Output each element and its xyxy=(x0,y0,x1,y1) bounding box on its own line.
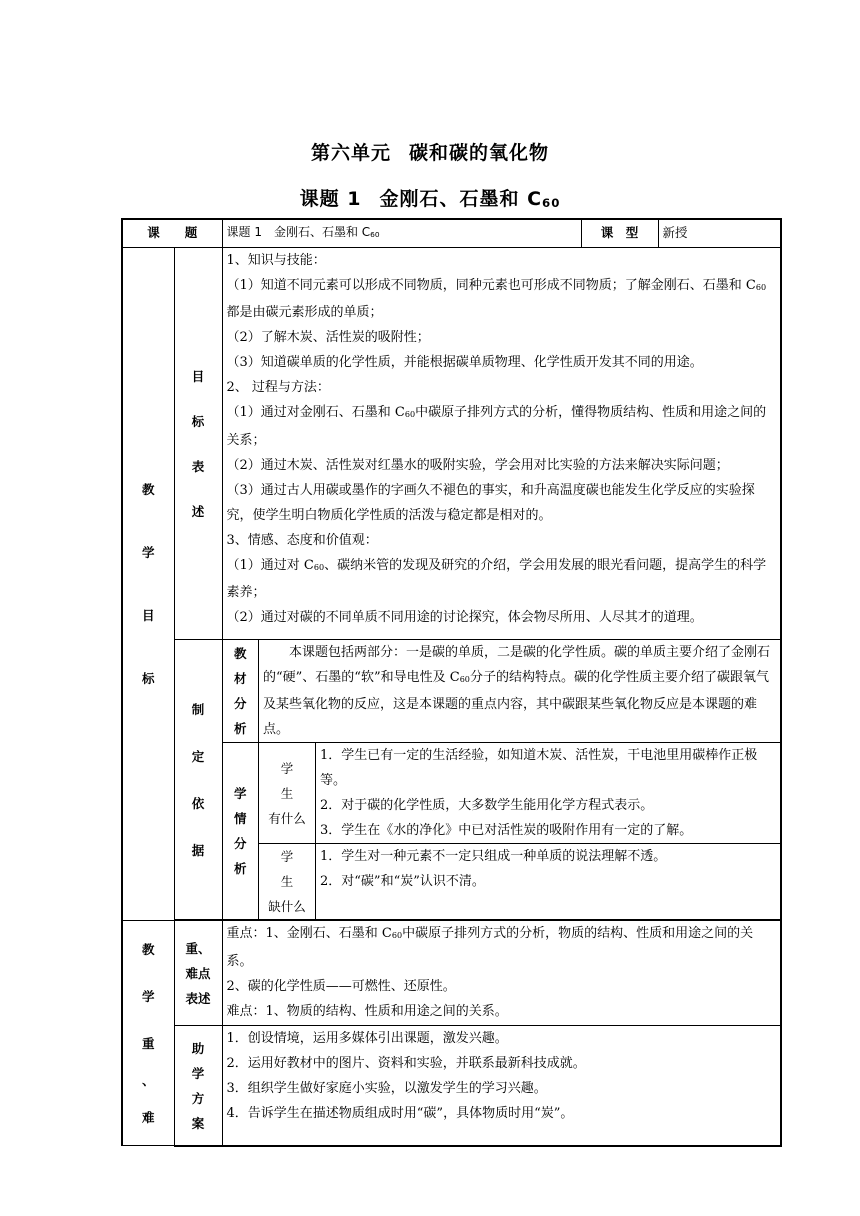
key-difficulty-label: 重、 难点 表述 xyxy=(174,921,222,1026)
student-analysis-label: 学 情 分 析 xyxy=(223,743,259,920)
lesson-plan-table xyxy=(121,218,782,1147)
students-lack-list: 1．学生对一种元素不一定只组成一种单质的说法理解不透。 2．对“碳”和“炭”认识不清。 xyxy=(316,844,781,920)
type-label: 课 型 xyxy=(581,219,658,248)
topic-value: 课题 1 金刚石、石墨和 C60 xyxy=(222,219,581,248)
basis-subtable xyxy=(223,640,781,919)
teaching-goals-label: 教 学 目 标 xyxy=(122,248,174,921)
learning-aid-label: 助 学 方 案 xyxy=(174,1026,222,1146)
basis-content xyxy=(222,640,781,920)
material-analysis-text: 本课题包括两部分：一是碳的单质，二是碳的化学性质。碳的单质主要介绍了金刚石的“硬”、石墨的“软”和导电性及 C60分子的结构特点。碳的化学性质主要介绍了碳跟氧气及某些氧化物的反应，这是本课题的重点内容，其中碳跟某些氧化物反应是本课题的难点。 xyxy=(259,640,781,743)
lesson-title: 课题 1 金刚石、石墨和 C60 xyxy=(299,188,561,210)
type-value: 新授 xyxy=(658,219,781,248)
goal-statement-label: 目 标 表 述 xyxy=(174,248,222,640)
key-difficulty-text: 重点：1、金刚石、石墨和 C60中碳原子排列方式的分析，物质的结构、性质和用途之间的关系。 2、碳的化学性质——可燃性、还原性。 难点：1、物质的结构、性质和用途之间的关系。 xyxy=(222,921,781,1026)
basis-label: 制 定 依 据 xyxy=(174,640,222,920)
students-lack-label: 学 生 缺什么 xyxy=(259,844,316,920)
learning-aid-list: 1．创设情境，运用多媒体引出课题，激发兴趣。 2．运用好教材中的图片、资料和实验，并联系最新科技成就。 3．组织学生做好家庭小实验，以激发学生的学习兴趣。 4．告诉学生在描述物质组成时用“碳”，具体物质时用“炭”。 xyxy=(222,1026,781,1146)
topic-label: 课 题 xyxy=(122,219,222,248)
unit-title: 第六单元 碳和碳的氧化物 xyxy=(310,142,550,164)
students-have-label: 学 生 有什么 xyxy=(259,743,316,844)
students-have-list: 1．学生已有一定的生活经验，如知道木炭、活性炭，干电池里用碳棒作正极等。 2．对于碳的化学性质，大多数学生能用化学方程式表示。 3．学生在《水的净化》中已对活性炭的吸附作用有一定的了解。 xyxy=(316,743,781,844)
key-difficulty-outer-label: 教 学 重 、 难 xyxy=(122,921,174,1146)
material-analysis-label: 教 材 分 析 xyxy=(223,640,259,743)
goal-statement-text: 1、知识与技能： （1）知道不同元素可以形成不同物质，同种元素也可形成不同物质；了解金刚石、石墨和 C60都是由碳元素形成的单质； （2）了解木炭、活性炭的吸附性； （3）知道碳单质的化学性质，并能根据碳单质物理、化学性质开发其不同的用途。 2、 过程与方法： （1）通过对金刚石、石墨和 C60中碳原子排列方式的分析，懂得物质结构、性质和用途之间的关系； （2）通过木炭、活性炭对红墨水的吸附实验，学会用对比实验的方法来解决实际问题； （3）通过古人用碳或墨作的字画久不褪色的事实，和升高温度碳也能发生化学反应的实验探究，使学生明白物质化学性质的活泼与稳定都是相对的。 3、情感、态度和价值观： （1）通过对 C60、碳纳米管的发现及研究的介绍，学会用发展的眼光看问题，提高学生的科学素养； （2）通过对碳的不同单质不同用途的讨论探究，体会物尽所用、人尽其才的道理。 xyxy=(222,248,781,640)
